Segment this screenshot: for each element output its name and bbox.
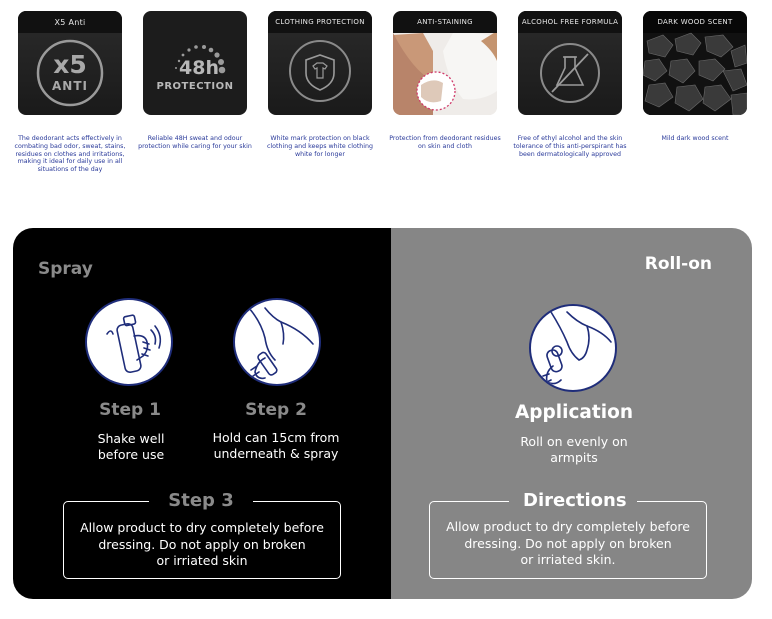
step1-text: [71, 431, 191, 463]
application-text-line: armpits: [550, 450, 598, 465]
no-alcohol-flask-icon: [518, 11, 622, 115]
step2-text-line: Hold can 15cm from: [212, 430, 340, 445]
feature-strip: [0, 0, 772, 190]
feature-card: [643, 11, 747, 115]
spray-section: [13, 228, 391, 599]
directions-text-line: or irriated skin.: [520, 552, 616, 567]
feature-card: [143, 11, 247, 115]
spray-armpit-icon: [233, 298, 321, 386]
feature-description: Protection from deodorant residues on skin and cloth: [389, 135, 501, 150]
spray-title: Spray: [38, 259, 93, 279]
shake-can-icon: [85, 298, 173, 386]
feature-alcohol-free: [509, 11, 631, 158]
feature-dark-wood: [634, 11, 756, 143]
step3-text: [67, 520, 337, 570]
feature-description: The deodorant acts effectively in combating bad odor, sweat, stains, residues on clothes and irritations, making it ideal for daily use in all situations of the day: [14, 135, 126, 174]
step2-text: [201, 430, 351, 462]
badge-bottom-text: ANTI: [52, 79, 88, 93]
feature-clothing-protection: [259, 11, 381, 158]
feature-title: CLOTHING PROTECTION: [268, 11, 372, 33]
feature-card: [268, 11, 372, 115]
badge-bottom-text: PROTECTION: [156, 81, 234, 92]
feature-title: DARK WOOD SCENT: [643, 11, 747, 33]
feature-x5-anti: [9, 11, 131, 174]
directions-text-line: dressing. Do not apply on broken: [464, 535, 672, 551]
step1-label: Step 1: [99, 400, 161, 420]
shirt-shield-icon: [268, 11, 372, 115]
feature-title: X5 Anti: [18, 11, 122, 33]
feature-card: [393, 11, 497, 115]
feature-anti-staining: [384, 11, 506, 151]
usage-instructions-panel: [13, 228, 752, 599]
feature-card: [518, 11, 622, 115]
directions-text: [433, 519, 703, 569]
application-text: [499, 434, 649, 466]
step3-text-line: Allow product to dry completely before: [80, 520, 324, 535]
application-text-line: Roll on evenly on: [520, 434, 628, 449]
step3-text-line: dressing. Do not apply on broken: [98, 536, 306, 552]
feature-description: Reliable 48H sweat and odour protection while caring for your skin: [138, 135, 252, 150]
feature-card: [18, 11, 122, 115]
feature-description: Free of ethyl alcohol and the skin tolerance of this anti-perspirant has been dermatologically approved: [513, 135, 627, 158]
feature-title: ANTI-STAINING: [393, 11, 497, 33]
badge-top-text: x5: [53, 50, 87, 79]
step1-text-line: Shake well: [97, 431, 165, 446]
step3-label: Step 3: [149, 490, 253, 511]
feature-title: ALCOHOL FREE FORMULA: [518, 11, 622, 33]
directions-text-line: Allow product to dry completely before: [446, 519, 690, 534]
badge-top-text: 48h: [179, 57, 219, 79]
roll-on-armpit-icon: [529, 304, 617, 392]
rollon-section: [391, 228, 752, 599]
feature-48h: [134, 11, 256, 151]
rollon-title: Roll-on: [644, 254, 712, 274]
step3-text-line: or irriated skin: [156, 553, 248, 568]
application-label: Application: [514, 402, 633, 423]
step2-label: Step 2: [245, 400, 307, 420]
step2-text-line: underneath & spray: [213, 446, 339, 461]
step1-text-line: before use: [97, 447, 165, 462]
directions-label: Directions: [509, 490, 637, 511]
feature-description: Mild dark wood scent: [661, 135, 729, 142]
feature-description: White mark protection on black clothing and keeps white clothing white for longer: [266, 135, 374, 158]
